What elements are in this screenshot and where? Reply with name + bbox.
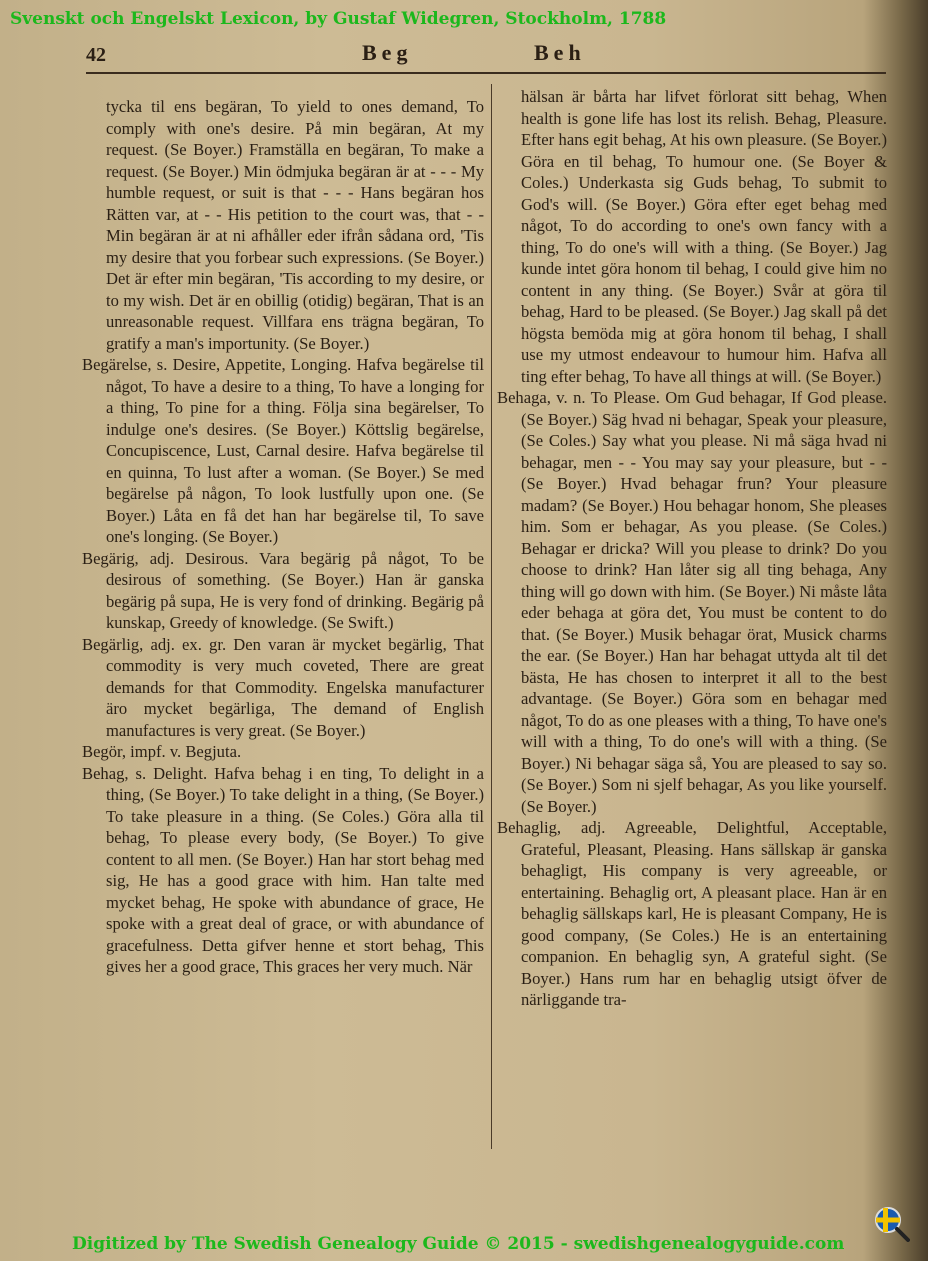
entry-paragraph: Begör, impf. v. Begjuta. — [82, 742, 242, 761]
entry-paragraph: hälsan är bårta har lifvet förlorat sitt behag, When health is gone life has lost its relish. Behag, Pleasure. Efter hans egit behag, At his own pleasure. (Se Boyer.) Göra en til behag, To humour one. (Se Boyer & Coles.) Underkasta sig Guds behag, To submit to God's will. (Se Boyer.) Göra efter eget behag med något, To do according to one's own fancy with a thing, To do one's will with a thing. (Se Boyer.) Jag kunde intet göra honom til behag, I could give him no content in any thing. (Se Boyer.) Svår at göra til behag, Hard to be pleased. (Se Boyer.) Jag skall på det högsta bemöda mig at göra honom til behag, I shall use my utmost endeavour to humour him. Hafva all ting efter behag, To have all things at will. (Se Boyer.) — [521, 87, 887, 386]
entry-paragraph: Begärelse, s. Desire, Appetite, Longing. Hafva begärelse til något, To have a desire to a thing, To have a longing for a thing, To pine for a thing. Följa sina begärelser, To indulge one's desires. (Se Boyer.) Köttslig begärelse, Concupiscence, Lust, Carnal desire. Hafva begärelse til en quinna, To lust after a woman. (Se Boyer.) Se med begärelse på någon, To look lustfully upon one. (Se Boyer.) Låta en få det han har begärelse til, To save one's longing. (Se Boyer.) — [82, 355, 484, 546]
column-rule — [491, 84, 492, 1149]
entry-paragraph: Behaglig, adj. Agreeable, Delightful, Acceptable, Grateful, Pleasant, Pleasing. Hans sällskap är ganska behagligt, His company is very agreeable, or entertaining. Behaglig ort, A pleasant place. Han är en behaglig sällskaps karl, He is pleasant Company, He is good company, (Se Coles.) He is an entertaining companion. En behaglig syn, A grateful sight. (Se Boyer.) Hans rum har en behaglig utsigt öfver de närliggande tra- — [497, 818, 887, 1009]
entry-paragraph: Begärig, adj. Desirous. Vara begärig på något, To be desirous of something. (Se Boyer.) Han är ganska begärig på supa, He is very fond of drinking. Begärig på kunskap, Greedy of knowledge. (Se Swift.) — [82, 548, 484, 632]
entry-paragraph: Begärlig, adj. ex. gr. Den varan är mycket begärlig, That commodity is very much coveted, There are great demands for that Commodity. Engelska manufacturer äro mycket begärliga, The demand of English manufactures is very great. (Se Boyer.) — [82, 634, 484, 740]
guide-word-left: Beg — [362, 40, 413, 65]
header-rule — [86, 72, 886, 74]
entry-paragraph: Behaga, v. n. To Please. Om Gud behagar, If God please. (Se Boyer.) Säg hvad ni behagar, Speak your pleasure, (Se Coles.) Say what you please. Ni må säga hvad ni behagar, men - - You may say your pleasure, but - - (Se Boyer.) Hvad behagar frun? Your pleasure madam? (Se Boyer.) Hou behagar honom, She pleases him. Som er behagar, As you please. (Se Coles.) Behagar er dricka? Will you please to drink? Do you choose to drink? Han låter sig all ting behaga, Any thing will go down with him. (Se Boyer.) Ni måste låta eder behaga at göra det, You must be content to do that. (Se Boyer.) Musik behagar örat, Musick charms the ear. (Se Boyer.) Han har behagat uttyda alt til det bästa, He has chosen to interpret it all to the best advantage. (Se Boyer.) Göra som en behagar med något, To do as one pleases with a thing, To have one's will with a thing, To do one's will with a thing. (Se Boyer.) Ni behagar säga så, You are pleased to say so. (Se Boyer.) Som ni sjelf behagar, As you like yourself. (Se Boyer.) — [497, 388, 887, 816]
left-column — [82, 96, 484, 978]
right-column — [497, 86, 887, 1011]
entry-paragraph: Behag, s. Delight. Hafva behag i en ting, To delight in a thing, (Se Boyer.) To take delight in a thing, (Se Boyer.) To take pleasure in a thing. (Se Coles.) Göra alla til behag, To please every body, (Se Boyer.) To give content to all men. (Se Boyer.) Han har stort behag med sig, He has a good grace with him. Han talte med mycket behag, He spoke with abundance of grace, He spoke with a great deal of grace, or with abundance of gracefulness. Detta gifver henne et stort behag, This gives her a good grace, This graces her very much. När — [82, 763, 484, 976]
bottom-banner: Digitized by The Swedish Genealogy Guide © 2015 - swedishgenealogyguide.com — [72, 1234, 845, 1254]
page-number: 42 — [86, 44, 106, 66]
top-banner: Svenskt och Engelskt Lexicon, by Gustaf Widegren, Stockholm, 1788 — [10, 9, 667, 29]
swedish-flag-magnifier-icon — [874, 1206, 910, 1242]
entry-paragraph: tycka til ens begäran, To yield to ones demand, To comply with one's desire. På min begäran, At my request. (Se Boyer.) Framställa en begäran, To make a request. (Se Boyer.) Min ödmjuka begäran är at - - - My humble request, or suit is that - - - Hans begäran hos Rätten var, at - - His petition to the court was, that - - Min begäran är at ni afhåller eder ifrån sådana ord, 'Tis my desire that you forbear such expressions. (Se Boyer.) Det är efter min begäran, 'Tis according to my desire, or to my wish. Det är en obillig (otidig) begäran, That is an unreasonable request. Villfara ens trägna begäran, To gratify a man's importunity. (Se Boyer.) — [106, 97, 484, 353]
guide-word-right: Beh — [534, 40, 586, 65]
